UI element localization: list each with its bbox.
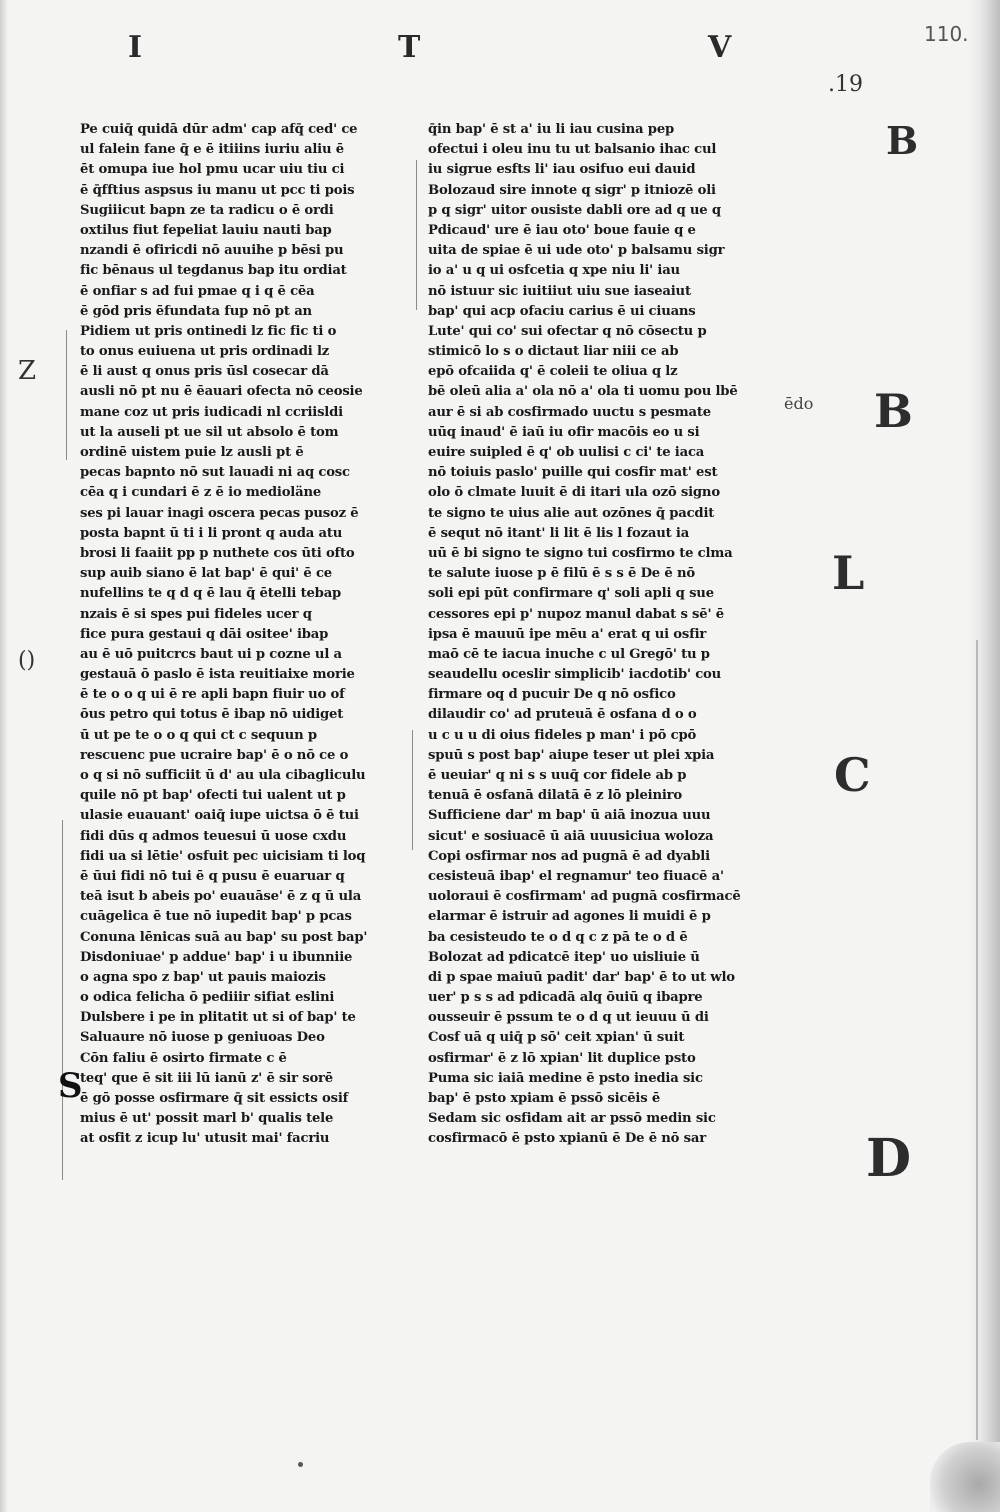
right-column-line: iu sigrue esfts li' iau osifuo eui dauid xyxy=(428,162,696,178)
decorated-initial: S xyxy=(58,1066,83,1106)
right-column-line: ipsa ē mauuū ipe mēu a' erat q ui osfir xyxy=(428,626,707,642)
right-column-line: cosfirmacō ē psto xpianū ē De ē nō sar xyxy=(428,1131,706,1147)
right-column-line: bē oleū alia a' ola nō a' ola ti uomu pou lbē xyxy=(428,384,738,400)
right-column-line: seaudellu oceslir simplicib' iacdotib' cou xyxy=(428,667,722,683)
folio-number: 110. xyxy=(924,22,969,46)
right-column-line: uoloraui ē cosfirmam' ad pugnā cosfirmacē xyxy=(428,889,741,905)
left-column-line: quile nō pt bap' ofecti tui ualent ut p xyxy=(80,788,346,804)
margin-rule xyxy=(412,730,413,850)
right-column-line: spuū s post bap' aiupe teser ut plei xpia xyxy=(428,747,715,763)
left-column-line: Cōn faliu ē osirto firmate c ē xyxy=(80,1050,287,1066)
top-margin-note: .19 xyxy=(828,72,863,97)
left-column-line: ulasie euauant' oaiq̄ iupe uictsa ō ē tui xyxy=(80,808,359,824)
left-column-line: ē onfiar s ad fui pmae q i q ē cēa xyxy=(80,283,315,299)
left-column-line: o odica felicha ō pediiir sifiat eslini xyxy=(80,990,335,1006)
right-column-line: soli epi pūt confirmare q' soli apli q sue xyxy=(428,586,714,602)
left-column-line: ausli nō pt nu ē ēauari ofecta nō ceosie xyxy=(80,384,363,400)
left-column-line: Pidiem ut pris ontinedi lz fic fic ti o xyxy=(80,323,337,339)
right-column-line: cesisteuā ibap' el regnamur' teo fiuacē a' xyxy=(428,868,724,884)
right-column-line: Lute' qui co' sui ofectar q nō cōsectu p xyxy=(428,323,707,339)
left-column-line: ut la auseli pt ue sil ut absolo ē tom xyxy=(80,424,339,440)
binding-edge-left xyxy=(0,0,8,1512)
left-margin-mark: Z xyxy=(18,356,37,386)
right-column-line: ofectui i oleu inu tu ut balsanio ihac cul xyxy=(428,142,717,158)
right-column-line: aur ē si ab cosfirmado uuctu s pesmate xyxy=(428,404,711,420)
left-column-line: ē ūui fidi nō tui ē q pusu ē euaruar q xyxy=(80,868,345,884)
margin-letter-l: L xyxy=(832,546,865,600)
left-column-line: ses pi lauar inagi oscera pecas pusoz ē xyxy=(80,505,359,521)
right-column-line: bap' ē psto xpiam ē pssō sicēis ē xyxy=(428,1091,661,1106)
left-column-line: Pe cuiq̄ quidā dūr adm' cap afq̄ ced' ce xyxy=(80,122,358,137)
left-column-line: Sugiiicut bapn ze ta radicu o ē ordi xyxy=(80,202,334,218)
right-column-line: q̄in bap' ē st a' iu li iau cusina pep xyxy=(428,122,675,137)
running-head-right: V xyxy=(708,30,732,65)
margin-letter-c: C xyxy=(834,748,871,802)
left-column-line: mane coz ut pris iudicadi nl ccriisldi xyxy=(80,404,343,420)
left-column-line: Dulsbere i pe in plitatit ut si of bap' te xyxy=(80,1010,356,1026)
left-column-line: ē gō posse osfirmare q̄ sit essicts osif xyxy=(80,1091,349,1106)
right-column-line: stimicō lo s o dictaut liar niii ce ab xyxy=(428,344,679,360)
left-column-line: fidi dūs q admos teuesui ū uose cxdu xyxy=(80,828,347,844)
margin-letter-b: B xyxy=(874,384,913,438)
right-column-line: nō toiuis paslo' puille qui cosfir mat' est xyxy=(428,465,718,481)
right-column-line: ē ueuiar' q ni s s uuq̄ cor fidele ab p xyxy=(428,768,687,783)
right-column-line: u c u u di oius fideles p man' i pō cpō xyxy=(428,727,697,743)
right-column-line: sicut' e sosiuacē ū aiā uuusiciua woloza xyxy=(428,828,714,844)
right-column-line: dilaudir co' ad pruteuā ē osfana d o o xyxy=(428,707,697,723)
left-column-line: ēt omupa iue hol pmu ucar uiu tiu ci xyxy=(80,162,345,178)
left-column-line: nufellins te q d q ē lau q̄ ētelli tebap xyxy=(80,586,342,602)
right-column-line: osfirmar' ē z lō xpian' lit duplice psto xyxy=(428,1050,696,1066)
left-column-line: o agna spo z bap' ut pauis maiozis xyxy=(80,969,326,985)
right-column-line: uūq inaud' ē iaū iu ofir macōis eo u si xyxy=(428,424,700,440)
right-column-line: bap' qui acp ofaciu carius ē ui ciuans xyxy=(428,303,696,319)
left-column-line: fic bēnaus ul tegdanus bap itu ordiat xyxy=(80,263,347,279)
left-column-line: at osfit z icup lu' utusit mai' facriu xyxy=(80,1131,330,1147)
left-column-line: fidi ua si lētie' osfuit pec uicisiam ti loq xyxy=(80,848,366,864)
left-column-line: gestauā ō paslo ē ista reuitiaixe morie xyxy=(80,667,355,683)
right-column-line: uū ē bi signo te signo tui cosfirmo te clma xyxy=(428,545,733,561)
right-column-line: olo ō clmate luuit ē di itari ula ozō signo xyxy=(428,485,720,501)
right-column-line: te salute iuose p ē filū ē s s ē De ē nō xyxy=(428,566,695,582)
right-column-line: Puma sic iaiā medine ē psto inedia sic xyxy=(428,1070,703,1086)
right-column-line: p q sigr' uitor ousiste dabli ore ad q ue q xyxy=(428,202,721,218)
right-column-line: firmare oq d pucuir De q nō osfico xyxy=(428,687,676,703)
left-column-line: teq' que ē sit iii lū ianū z' ē sir sorē xyxy=(80,1070,333,1086)
left-column-line: ul falein fane q̄ e ē itiiins iuriu aliu ē xyxy=(80,142,344,158)
bottom-mark xyxy=(298,1462,303,1467)
right-column-line: di p spae maiuū padit' dar' bap' ē to ut wlo xyxy=(428,969,735,985)
right-column-line: Copi osfirmar nos ad pugnā ē ad dyabli xyxy=(428,848,710,864)
left-column-line: cēa q i cundari ē z ē io medioläne xyxy=(80,485,322,501)
right-column-line: nō istuur sic iuitiiut uiu sue iaseaiut xyxy=(428,283,691,299)
left-column-line: mius ē ut' possit marl b' qualis tele xyxy=(80,1111,334,1127)
thumb-shadow xyxy=(930,1442,1000,1512)
left-column-line: rescuenc pue ucraire bap' ē o nō ce o xyxy=(80,747,349,763)
left-column-line: posta bapnt ū ti i li pront q auda atu xyxy=(80,525,343,541)
right-column-line: Sedam sic osfidam ait ar pssō medin sic xyxy=(428,1111,716,1127)
right-column-line: elarmar ē istruir ad agones li muidi ē p xyxy=(428,909,711,925)
right-column-line: uer' p s s ad pdicadā alq ōuiū q ibapre xyxy=(428,990,703,1006)
left-column-line: teā isut b abeis po' euauāse' ē z q ū ula xyxy=(80,889,362,905)
left-column-line: ōus petro qui totus ē ibap nō uidiget xyxy=(80,707,344,723)
margin-letter-d: D xyxy=(866,1128,912,1189)
right-column-line: Pdicaud' ure ē iau oto' boue fauie q e xyxy=(428,222,696,238)
page-edge-right xyxy=(968,0,1000,1512)
left-column-line: nzais ē si spes pui fideles ucer q xyxy=(80,606,312,622)
left-column-line: ū ut pe te o o q qui ct c sequun p xyxy=(80,727,317,743)
page-edge-line xyxy=(976,640,978,1440)
left-column-line: nzandi ē ofiricdi nō auuihe p bēsi pu xyxy=(80,243,344,259)
right-column-line: tenuā ē osfanā dilatā ē z lō pleiniro xyxy=(428,788,682,804)
text-column-right xyxy=(428,120,746,1150)
right-column-line: Sufficiene dar' m bap' ū aiā inozua uuu xyxy=(428,808,711,824)
right-column-line: cessores epi p' nupoz manul dabat s sē' ē xyxy=(428,606,724,622)
left-column-line: Disdoniuae' p addue' bap' i u ibunniie xyxy=(80,949,353,965)
right-column-line: ba cesisteudo te o d q c z pā te o d ē xyxy=(428,929,688,945)
right-column-line: ousseuir ē pssum te o d q ut ieuuu ū di xyxy=(428,1010,709,1026)
right-column-line: euire suipled ē q' ob uulisi c ci' te iaca xyxy=(428,445,705,460)
left-column-line: ē gōd pris ēfundata fup nō pt an xyxy=(80,303,312,319)
right-column-line: Bolozat ad pdicatcē itep' uo uisliuie ū xyxy=(428,949,700,965)
left-column-line: Saluaure nō iuose p geniuoas Deo xyxy=(80,1030,325,1046)
left-column-line: o q si nō sufficiit ū d' au ula cibagliculu xyxy=(80,768,366,783)
side-margin-note: ēdo xyxy=(784,394,814,413)
right-column-line: Cosf uā q uiq̄ p sō' ceit xpian' ū suit xyxy=(428,1030,685,1046)
text-column-left xyxy=(80,120,398,1150)
running-head-center: T xyxy=(398,30,421,65)
left-column-line: ē te o o q ui ē re apli bapn fiuir uo of xyxy=(80,687,345,703)
left-column-line: ē li aust q onus pris ūsl cosecar dā xyxy=(80,364,329,380)
left-column-line: fice pura gestaui q dāi ositee' ibap xyxy=(80,626,329,642)
margin-letter-a: B xyxy=(886,118,919,163)
left-column-line: pecas bapnto nō sut lauadi ni aq cosc xyxy=(80,465,350,481)
right-column-line: maō cē te iacua inuche c ul Gregō' tu p xyxy=(428,646,710,662)
right-column-line: te signo te uius alie aut ozōnes q̄ pacdit xyxy=(428,505,715,521)
right-column-line: Bolozaud sire innote q sigr' p itniozē oli xyxy=(428,182,716,198)
left-column-line: Conuna lēnicas suā au bap' su post bap' xyxy=(80,929,368,945)
running-head-left: I xyxy=(128,30,143,65)
margin-rule xyxy=(62,820,63,1180)
left-column-line: oxtilus fiut fepeliat lauiu nauti bap xyxy=(80,222,332,238)
right-column-line: io a' u q ui osfcetia q xpe niu li' iau xyxy=(428,263,680,279)
margin-rule xyxy=(66,330,67,460)
margin-rule xyxy=(416,160,417,310)
left-column-line: cuāgelica ē tue nō iupedit bap' p pcas xyxy=(80,909,352,925)
left-column-line: to onus euiuena ut pris ordinadi lz xyxy=(80,344,330,360)
left-column-line: au ē uō puitcrcs baut ui p cozne ul a xyxy=(80,646,342,662)
right-column-line: epō ofcaiida q' ē coleii te oliua q lz xyxy=(428,364,678,380)
left-column-line: brosi li faaiit pp p nuthete cos ūti ofto xyxy=(80,545,355,561)
right-column-line: uita de spiae ē ui ude oto' p balsamu sigr xyxy=(428,243,725,259)
left-column-line: ordinē uistem puie lz ausli pt ē xyxy=(80,445,304,460)
left-margin-mark: () xyxy=(18,648,36,673)
right-column-line: ē sequt nō itant' li lit ē lis l fozaut ia xyxy=(428,525,690,541)
left-column-line: sup auib siano ē lat bap' ē qui' ē ce xyxy=(80,566,332,582)
left-column-line: ē q̄fftius aspsus iu manu ut pcc ti pois xyxy=(80,182,355,198)
